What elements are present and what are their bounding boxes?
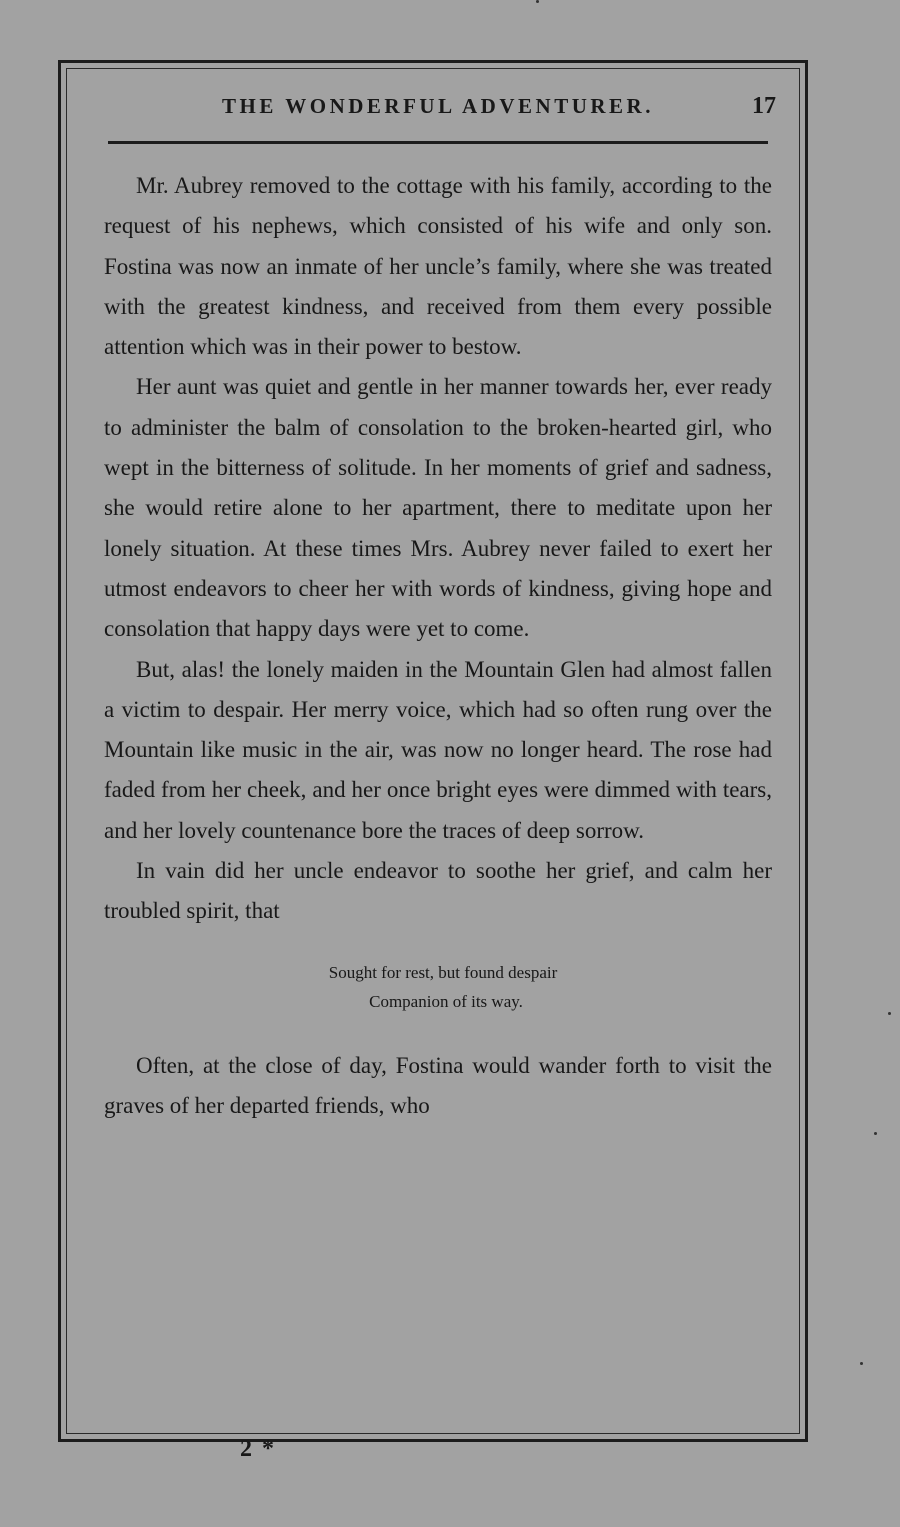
body-text (104, 166, 772, 1126)
verse-line: Sought for rest, but found despair (328, 962, 558, 982)
paragraph: Mr. Aubrey removed to the cottage with his family, according to the request of his nephews, which consisted of his wife and only son. Fostina was now an inmate of her uncle’s family, where she was treated with the greatest kindness, and received from them every possible attention which was in their power to bestow. (104, 173, 772, 360)
scan-speck (888, 1012, 891, 1015)
header-rule (108, 141, 768, 144)
scan-speck (860, 1362, 863, 1365)
running-title: THE WONDERFUL ADVENTURER. (222, 93, 654, 118)
verse-line: Companion of its way. (369, 991, 523, 1011)
scan-speck (874, 1132, 877, 1135)
signature-mark: 2 * (240, 1436, 276, 1462)
verse-quote (104, 958, 772, 1016)
paragraph: Often, at the close of day, Fostina would wander forth to visit the graves of her departed friends, who (104, 1052, 772, 1118)
running-head (100, 88, 776, 124)
paragraph: But, alas! the lonely maiden in the Mountain Glen had almost fallen a victim to despair. Her merry voice, which had so often rung over the Mountain like music in the air, was now no longer heard. The rose had faded from her cheek, and her once bright eyes were dimmed with tears, and her lovely countenance bore the traces of deep sorrow. (104, 656, 772, 843)
paragraph: In vain did her uncle endeavor to soothe her grief, and calm her troubled spirit, that (104, 858, 772, 924)
page-number: 17 (752, 92, 776, 119)
scan-speck (536, 0, 539, 3)
paragraph: Her aunt was quiet and gentle in her manner towards her, ever ready to administer the balm of consolation to the broken-hearted girl, who wept in the bitterness of solitude. In her moments of grief and sadness, she would retire alone to her apartment, there to meditate upon her lonely situation. At these times Mrs. Aubrey never failed to exert her utmost endeavors to cheer her with words of kindness, giving hope and consolation that happy days were yet to come. (104, 374, 772, 642)
